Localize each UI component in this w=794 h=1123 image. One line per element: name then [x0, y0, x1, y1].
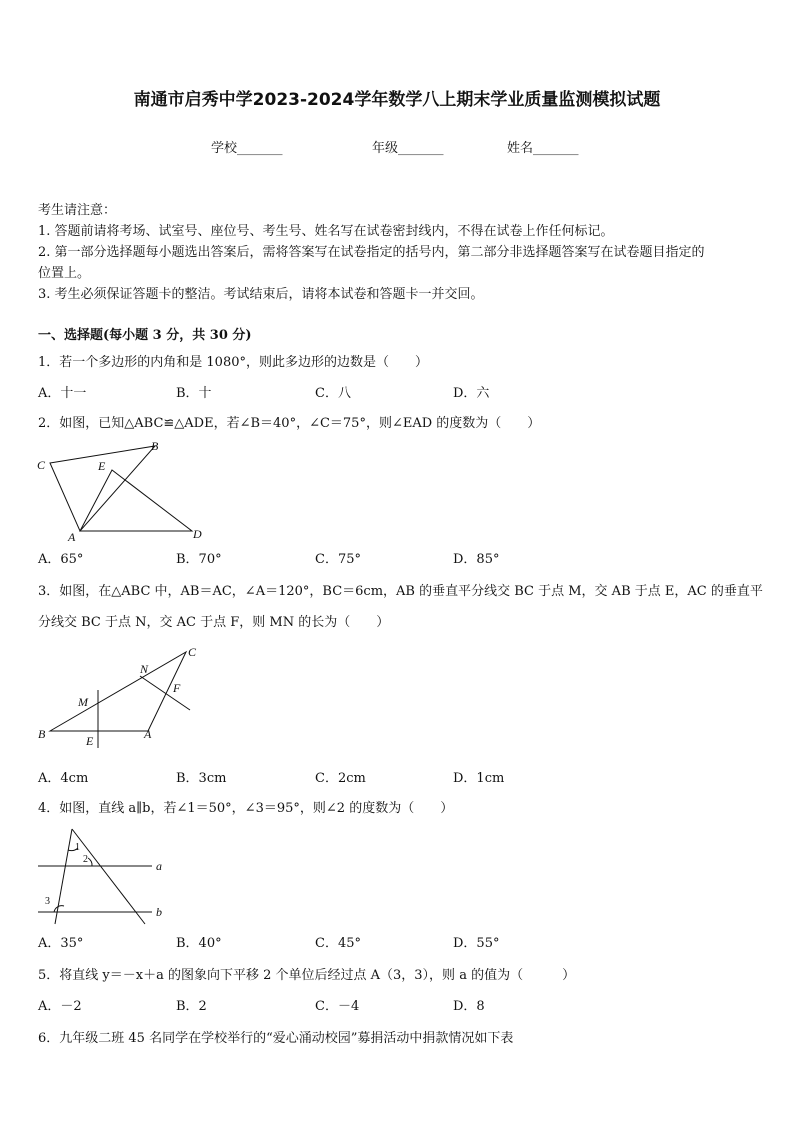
question-1-stem: 1．若一个多边形的内角和是 1080°，则此多边形的边数是（ ） — [38, 355, 428, 370]
label-n: N — [140, 662, 149, 676]
ac-perpendicular-bisector — [140, 676, 190, 710]
q5-option-b: B．2 — [176, 999, 207, 1014]
label-c: C — [37, 458, 46, 472]
transversal-left — [55, 829, 72, 924]
question-2-stem: 2．如图，已知△ABC≌△ADE，若∠B＝40°，∠C＝75°，则∠EAD 的度数为（ ） — [38, 416, 541, 431]
transversal-right — [72, 829, 145, 924]
angle-2-arc — [88, 858, 92, 866]
q4-option-d: D．55° — [453, 936, 500, 951]
grade-field: 年级_______ — [372, 141, 444, 156]
q3-option-c: C．2cm — [315, 771, 366, 786]
question-6-stem: 6．九年级二班 45 名同学在学校举行的“爱心涌动校园”募捐活动中捐款情况如下表 — [38, 1031, 514, 1046]
label-angle-1: 1 — [75, 842, 80, 853]
page-title: 南通市启秀中学2023-2024学年数学八上期末学业质量监测模拟试题 — [133, 90, 661, 110]
section-heading: 一、选择题(每小题 3 分，共 30 分) — [38, 328, 252, 343]
q1-option-d: D．六 — [453, 386, 490, 401]
label-f: F — [173, 681, 181, 695]
label-e: E — [98, 459, 106, 473]
q2-option-b: B．70° — [176, 552, 222, 567]
q2-triangle-figure — [30, 434, 220, 546]
q5-option-c: C．－4 — [315, 999, 360, 1014]
label-d: D — [193, 527, 202, 541]
q1-option-c: C．八 — [315, 386, 351, 401]
label-b: B — [151, 439, 159, 453]
q4-option-c: C．45° — [315, 936, 361, 951]
q2-option-c: C．75° — [315, 552, 361, 567]
label-a: A — [144, 727, 152, 741]
notice-item-1: 1. 答题前请将考场、试室号、座位号、考生号、姓名写在试卷密封线内，不得在试卷上作任何标记。 — [38, 224, 614, 239]
q3-option-d: D．1cm — [453, 771, 505, 786]
q2-option-a: A．65° — [38, 552, 84, 567]
question-4-stem: 4．如图，直线 a∥b，若∠1＝50°，∠3＝95°，则∠2 的度数为（ ） — [38, 801, 454, 816]
label-a: A — [68, 530, 76, 544]
q4-option-b: B．40° — [176, 936, 222, 951]
notice-item-3: 3. 考生必须保证答题卡的整洁。考试结束后，请将本试卷和答题卡一并交回。 — [38, 287, 484, 302]
label-c: C — [188, 645, 197, 659]
q4-parallel-lines-figure — [30, 824, 180, 928]
question-3-stem-line-1: 3．如图，在△ABC 中，AB＝AC，∠A＝120°，BC＝6cm，AB 的垂直平分线交 BC 于点 M，交 AB 于点 E，AC 的垂直平 — [38, 584, 763, 599]
label-b: B — [38, 727, 46, 741]
q3-option-a: A．4cm — [38, 771, 89, 786]
q3-triangle-figure — [30, 640, 210, 755]
label-angle-2: 2 — [83, 854, 88, 865]
label-line-a: a — [156, 859, 162, 873]
q1-option-a: A．十一 — [38, 386, 87, 401]
triangle-abc — [50, 652, 186, 731]
name-field: 姓名_______ — [507, 141, 579, 156]
angle-3-arc — [54, 906, 64, 912]
school-field: 学校_______ — [211, 141, 283, 156]
notice-heading: 考生请注意： — [38, 203, 117, 218]
q3-option-b: B．3cm — [176, 771, 227, 786]
q2-option-d: D．85° — [453, 552, 500, 567]
question-3-stem-line-2: 分线交 BC 于点 N，交 AC 于点 F，则 MN 的长为（ ） — [38, 615, 390, 630]
q5-option-a: A．－2 — [38, 999, 82, 1014]
question-5-stem: 5．将直线 y＝－x＋a 的图象向下平移 2 个单位后经过点 A（3，3），则 a 的值为（ ） — [38, 968, 576, 983]
label-angle-3: 3 — [45, 896, 50, 907]
triangle-ade — [80, 470, 192, 531]
q4-option-a: A．35° — [38, 936, 84, 951]
q5-option-d: D．8 — [453, 999, 485, 1014]
notice-item-2-cont: 位置上。 — [38, 266, 91, 281]
label-e: E — [86, 734, 94, 748]
label-m: M — [78, 695, 88, 709]
q1-option-b: B．十 — [176, 386, 212, 401]
label-line-b: b — [156, 905, 162, 919]
notice-item-2: 2. 第一部分选择题每小题选出答案后，需将答案写在试卷指定的括号内，第二部分非选择题答案写在试卷题目指定的 — [38, 245, 705, 260]
